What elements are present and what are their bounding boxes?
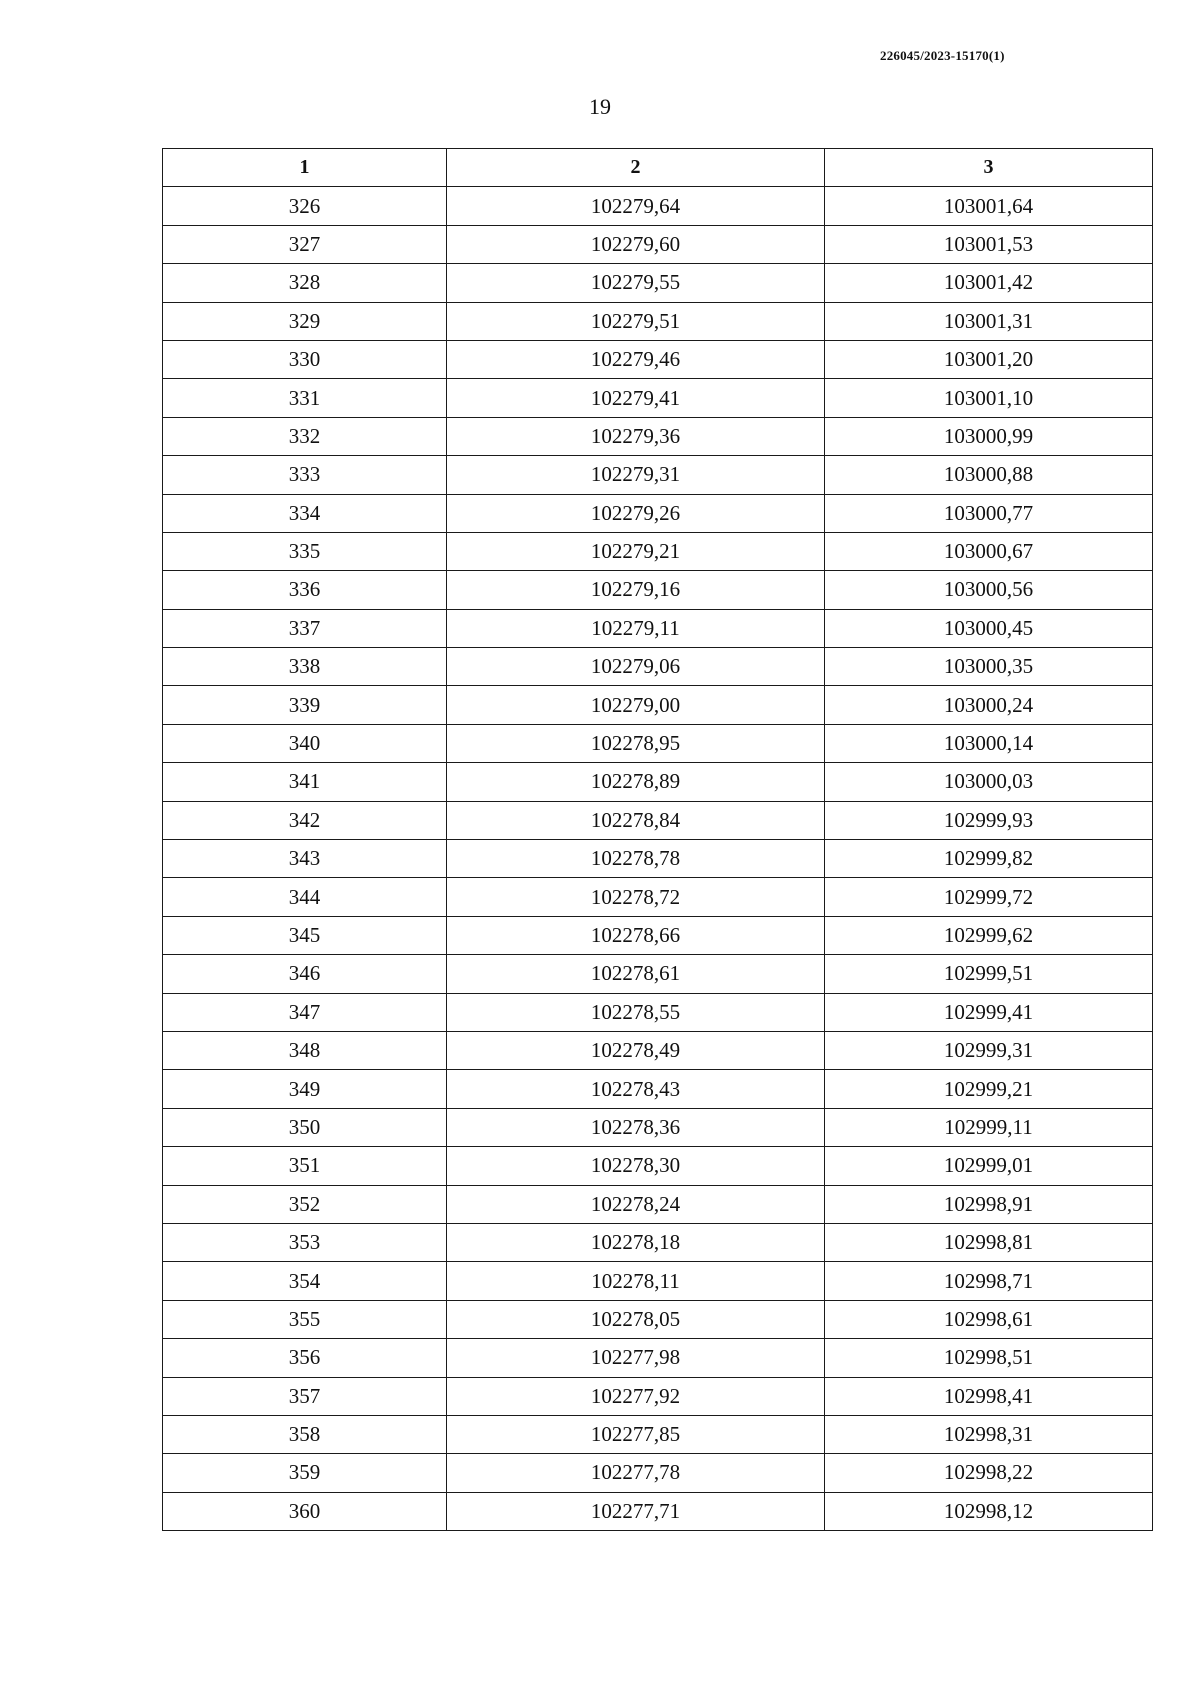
x-coordinate-cell: 102279,55 — [447, 264, 825, 302]
point-number-cell: 355 — [163, 1300, 447, 1338]
point-number-cell: 344 — [163, 878, 447, 916]
point-number-cell: 352 — [163, 1185, 447, 1223]
table-row — [163, 1147, 1153, 1185]
x-coordinate-cell: 102278,61 — [447, 955, 825, 993]
y-coordinate-cell: 102999,51 — [825, 955, 1153, 993]
table-row — [163, 763, 1153, 801]
column-header-1: 1 — [163, 149, 447, 187]
point-number-cell: 359 — [163, 1454, 447, 1492]
y-coordinate-cell: 103000,24 — [825, 686, 1153, 724]
table-row — [163, 1415, 1153, 1453]
point-number-cell: 342 — [163, 801, 447, 839]
table-row — [163, 1454, 1153, 1492]
point-number-cell: 331 — [163, 379, 447, 417]
x-coordinate-cell: 102277,92 — [447, 1377, 825, 1415]
y-coordinate-cell: 102998,31 — [825, 1415, 1153, 1453]
x-coordinate-cell: 102279,41 — [447, 379, 825, 417]
x-coordinate-cell: 102278,43 — [447, 1070, 825, 1108]
page-number: 19 — [589, 94, 611, 119]
x-coordinate-cell: 102279,16 — [447, 571, 825, 609]
table-row — [163, 417, 1153, 455]
table-row — [163, 456, 1153, 494]
y-coordinate-cell: 102999,93 — [825, 801, 1153, 839]
y-coordinate-cell: 102998,12 — [825, 1492, 1153, 1530]
point-number-cell: 329 — [163, 302, 447, 340]
table-row — [163, 225, 1153, 263]
point-number-cell: 339 — [163, 686, 447, 724]
y-coordinate-cell: 102998,81 — [825, 1223, 1153, 1261]
y-coordinate-cell: 102998,22 — [825, 1454, 1153, 1492]
y-coordinate-cell: 102999,82 — [825, 840, 1153, 878]
y-coordinate-cell: 103001,64 — [825, 187, 1153, 225]
table-row — [163, 340, 1153, 378]
coordinates-table — [162, 148, 1153, 1531]
table-row — [163, 648, 1153, 686]
table-row — [163, 916, 1153, 954]
y-coordinate-cell: 103001,53 — [825, 225, 1153, 263]
table-row — [163, 801, 1153, 839]
x-coordinate-cell: 102279,06 — [447, 648, 825, 686]
point-number-cell: 347 — [163, 993, 447, 1031]
y-coordinate-cell: 103000,03 — [825, 763, 1153, 801]
x-coordinate-cell: 102277,78 — [447, 1454, 825, 1492]
table-row — [163, 1185, 1153, 1223]
y-coordinate-cell: 102998,61 — [825, 1300, 1153, 1338]
point-number-cell: 357 — [163, 1377, 447, 1415]
y-coordinate-cell: 103000,67 — [825, 532, 1153, 570]
column-header-2: 2 — [447, 149, 825, 187]
x-coordinate-cell: 102278,78 — [447, 840, 825, 878]
table-row — [163, 724, 1153, 762]
y-coordinate-cell: 103001,10 — [825, 379, 1153, 417]
point-number-cell: 340 — [163, 724, 447, 762]
x-coordinate-cell: 102279,46 — [447, 340, 825, 378]
document-id: 226045/2023-15170(1) — [880, 48, 1005, 63]
y-coordinate-cell: 103000,56 — [825, 571, 1153, 609]
x-coordinate-cell: 102278,49 — [447, 1031, 825, 1069]
y-coordinate-cell: 102999,62 — [825, 916, 1153, 954]
point-number-cell: 360 — [163, 1492, 447, 1530]
y-coordinate-cell: 103000,45 — [825, 609, 1153, 647]
table-row — [163, 494, 1153, 532]
x-coordinate-cell: 102278,24 — [447, 1185, 825, 1223]
point-number-cell: 326 — [163, 187, 447, 225]
y-coordinate-cell: 102999,11 — [825, 1108, 1153, 1146]
point-number-cell: 358 — [163, 1415, 447, 1453]
y-coordinate-cell: 103001,31 — [825, 302, 1153, 340]
point-number-cell: 356 — [163, 1339, 447, 1377]
table-row — [163, 1031, 1153, 1069]
column-header-3: 3 — [825, 149, 1153, 187]
table-row — [163, 379, 1153, 417]
table-row — [163, 1223, 1153, 1261]
table-row — [163, 532, 1153, 570]
x-coordinate-cell: 102279,11 — [447, 609, 825, 647]
y-coordinate-cell: 102999,01 — [825, 1147, 1153, 1185]
x-coordinate-cell: 102278,72 — [447, 878, 825, 916]
table-row — [163, 1300, 1153, 1338]
table-row — [163, 1492, 1153, 1530]
x-coordinate-cell: 102277,98 — [447, 1339, 825, 1377]
x-coordinate-cell: 102278,95 — [447, 724, 825, 762]
y-coordinate-cell: 103000,35 — [825, 648, 1153, 686]
table-row — [163, 264, 1153, 302]
x-coordinate-cell: 102279,31 — [447, 456, 825, 494]
x-coordinate-cell: 102279,64 — [447, 187, 825, 225]
x-coordinate-cell: 102278,55 — [447, 993, 825, 1031]
y-coordinate-cell: 102998,71 — [825, 1262, 1153, 1300]
y-coordinate-cell: 102998,51 — [825, 1339, 1153, 1377]
y-coordinate-cell: 102999,72 — [825, 878, 1153, 916]
x-coordinate-cell: 102279,00 — [447, 686, 825, 724]
x-coordinate-cell: 102278,84 — [447, 801, 825, 839]
table-row — [163, 1377, 1153, 1415]
y-coordinate-cell: 102999,21 — [825, 1070, 1153, 1108]
x-coordinate-cell: 102278,89 — [447, 763, 825, 801]
y-coordinate-cell: 102999,31 — [825, 1031, 1153, 1069]
y-coordinate-cell: 102999,41 — [825, 993, 1153, 1031]
table-row — [163, 187, 1153, 225]
table-row — [163, 686, 1153, 724]
point-number-cell: 348 — [163, 1031, 447, 1069]
point-number-cell: 334 — [163, 494, 447, 532]
table-row — [163, 955, 1153, 993]
point-number-cell: 350 — [163, 1108, 447, 1146]
x-coordinate-cell: 102277,71 — [447, 1492, 825, 1530]
point-number-cell: 349 — [163, 1070, 447, 1108]
x-coordinate-cell: 102278,66 — [447, 916, 825, 954]
x-coordinate-cell: 102279,60 — [447, 225, 825, 263]
x-coordinate-cell: 102278,11 — [447, 1262, 825, 1300]
point-number-cell: 333 — [163, 456, 447, 494]
y-coordinate-cell: 103001,20 — [825, 340, 1153, 378]
table-row — [163, 840, 1153, 878]
y-coordinate-cell: 103000,99 — [825, 417, 1153, 455]
point-number-cell: 345 — [163, 916, 447, 954]
x-coordinate-cell: 102278,05 — [447, 1300, 825, 1338]
y-coordinate-cell: 103000,77 — [825, 494, 1153, 532]
point-number-cell: 337 — [163, 609, 447, 647]
point-number-cell: 343 — [163, 840, 447, 878]
point-number-cell: 336 — [163, 571, 447, 609]
point-number-cell: 351 — [163, 1147, 447, 1185]
point-number-cell: 327 — [163, 225, 447, 263]
x-coordinate-cell: 102277,85 — [447, 1415, 825, 1453]
point-number-cell: 341 — [163, 763, 447, 801]
x-coordinate-cell: 102278,30 — [447, 1147, 825, 1185]
x-coordinate-cell: 102278,36 — [447, 1108, 825, 1146]
point-number-cell: 335 — [163, 532, 447, 570]
point-number-cell: 354 — [163, 1262, 447, 1300]
table-row — [163, 1262, 1153, 1300]
point-number-cell: 346 — [163, 955, 447, 993]
y-coordinate-cell: 103000,88 — [825, 456, 1153, 494]
table-row — [163, 571, 1153, 609]
y-coordinate-cell: 102998,91 — [825, 1185, 1153, 1223]
point-number-cell: 332 — [163, 417, 447, 455]
x-coordinate-cell: 102278,18 — [447, 1223, 825, 1261]
table-row — [163, 609, 1153, 647]
y-coordinate-cell: 103001,42 — [825, 264, 1153, 302]
table-row — [163, 878, 1153, 916]
table-row — [163, 1070, 1153, 1108]
point-number-cell: 328 — [163, 264, 447, 302]
table-row — [163, 993, 1153, 1031]
point-number-cell: 338 — [163, 648, 447, 686]
header-row — [163, 149, 1153, 187]
table-row — [163, 1339, 1153, 1377]
x-coordinate-cell: 102279,26 — [447, 494, 825, 532]
y-coordinate-cell: 103000,14 — [825, 724, 1153, 762]
x-coordinate-cell: 102279,36 — [447, 417, 825, 455]
table-row — [163, 302, 1153, 340]
point-number-cell: 330 — [163, 340, 447, 378]
table-row — [163, 1108, 1153, 1146]
y-coordinate-cell: 102998,41 — [825, 1377, 1153, 1415]
point-number-cell: 353 — [163, 1223, 447, 1261]
x-coordinate-cell: 102279,51 — [447, 302, 825, 340]
x-coordinate-cell: 102279,21 — [447, 532, 825, 570]
table-body — [163, 187, 1153, 1531]
table-header — [163, 149, 1153, 187]
